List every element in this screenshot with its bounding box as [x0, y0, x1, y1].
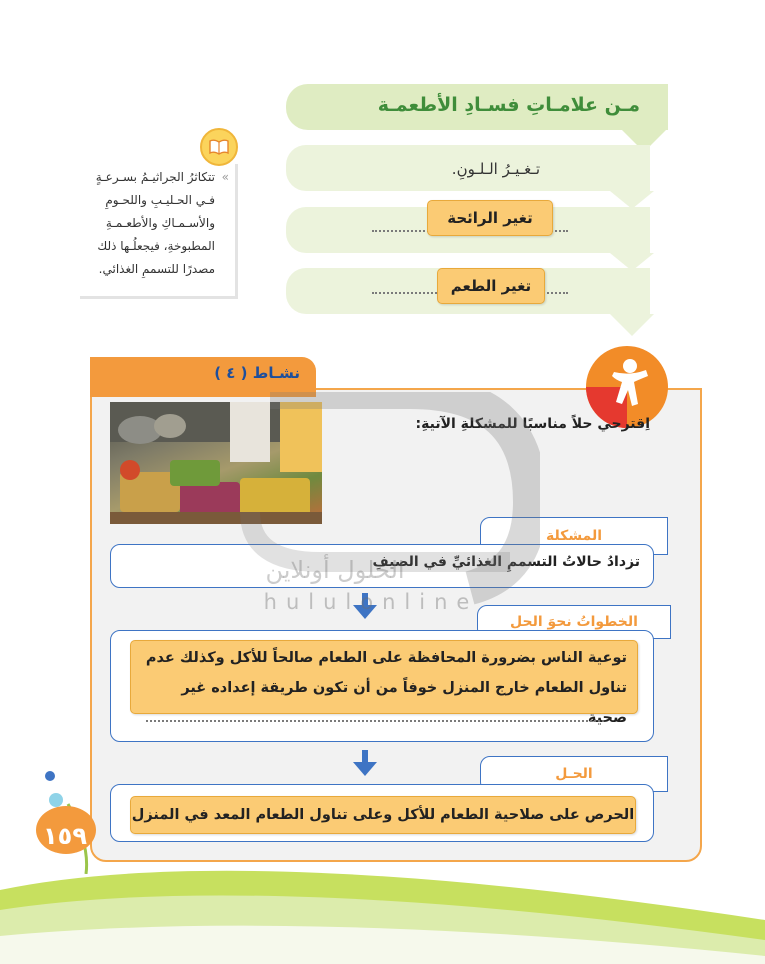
note-line-5: مصدرًا للتسممِ الغذائي. [98, 262, 215, 276]
book-icon [200, 128, 238, 166]
page-number: ١٥٩ [43, 822, 87, 850]
solution-label: الحـل [480, 756, 668, 792]
sign-row-3-answer: تغير الطعم [437, 268, 545, 304]
activity-prompt: اِقترحي حلاً مناسبًا للمشكلةِ الآتيةِ: [415, 416, 650, 432]
sign-row-2-answer: تغير الرائحة [427, 200, 553, 236]
steps-answer: توعية الناس بضرورة المحافظة على الطعام صالحاً للأكل وكذلك عدم تناول الطعام خارج المنزل خوفاً من أن تكون طريقة إعداده غير صحية [130, 640, 638, 714]
watermark-latin: hululonline [263, 590, 479, 614]
steps-label: الخطواتُ نحوَ الحل [477, 605, 671, 639]
note-line-1: تتكاثرُ الجراثيـمُ بسـرعـةٍ [95, 170, 215, 184]
steps-dots [146, 720, 604, 722]
note-line-3: والأسـمـاكِ والأطعـمـةِ [105, 216, 215, 230]
note-line-2: فـي الحـليـبِ واللحـومِ [105, 193, 215, 207]
quote-icon: » [221, 170, 229, 184]
side-note [80, 164, 238, 299]
row-3-arrow [610, 314, 654, 336]
arrow-down-icon [352, 750, 378, 778]
problem-text: تزدادُ حالاتُ التسممِ الغذائيِّ في الصيفِ [372, 554, 640, 570]
sign-row-1-text: تـغـيـرُ الـلـونِ. [451, 160, 540, 178]
food-photo [110, 402, 322, 524]
solution-answer: الحرص على صلاحية الطعام للأكل وعلى تناول الطعام المعد في المنزل [130, 796, 636, 834]
watermark-arabic: الحلول أونلاين [265, 556, 405, 584]
signs-title: مـن علامـاتِ فسـادِ الأطعمـة [377, 94, 640, 116]
problem-label: المشكلة [480, 517, 668, 555]
activity-title: نشـاط ( ٤ ) [214, 364, 300, 382]
note-line-4: المطبوخةِ، فيجعلُـها ذلك [97, 239, 215, 253]
